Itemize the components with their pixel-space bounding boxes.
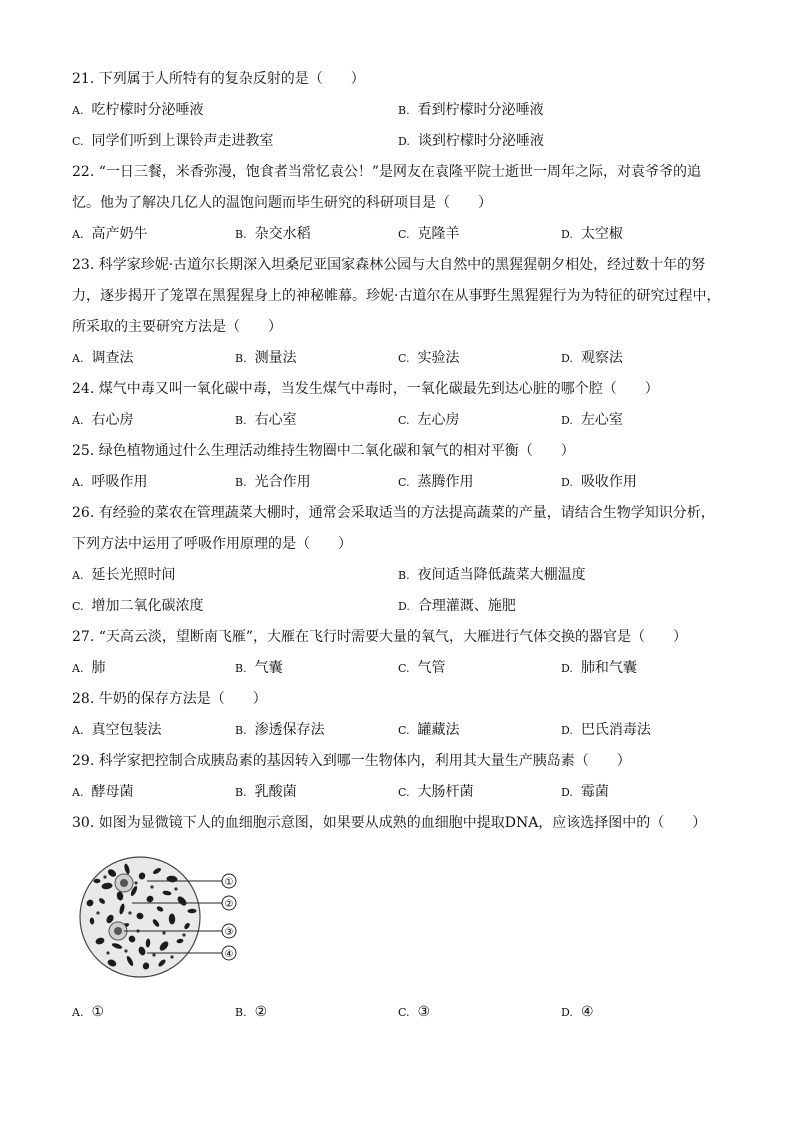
option-list [72, 405, 724, 436]
option-c[interactable] [398, 997, 561, 1028]
option-letter: A. [72, 352, 84, 365]
option-letter: B. [235, 414, 247, 427]
platelet [134, 881, 137, 884]
platelet [106, 951, 109, 954]
option-list [72, 653, 724, 684]
option-a[interactable] [72, 219, 235, 250]
option-text: 同学们听到上课铃声走进教室 [91, 133, 274, 149]
option-c[interactable] [398, 405, 561, 436]
option-text: ② [254, 1004, 268, 1020]
platelet [170, 955, 173, 958]
option-letter: D. [398, 135, 410, 148]
option-letter: C. [398, 414, 410, 427]
option-letter: A. [72, 476, 84, 489]
question-stem: 28. 牛奶的保存方法是（ ） [72, 691, 267, 707]
option-text: 酵母菌 [91, 784, 134, 800]
option-a[interactable] [72, 95, 398, 126]
question-stem: 25. 绿色植物通过什么生理活动维持生物圈中二氧化碳和氧气的相对平衡（ ） [72, 443, 575, 459]
option-letter: D. [561, 476, 573, 489]
option-text: 吃柠檬时分泌唾液 [91, 102, 204, 118]
option-b[interactable] [235, 405, 398, 436]
platelet [150, 885, 153, 888]
option-list [72, 343, 724, 374]
option-b[interactable] [235, 343, 398, 374]
option-letter: C. [72, 600, 84, 613]
platelet [174, 887, 177, 890]
platelet [152, 953, 155, 956]
option-text: 吸收作用 [580, 474, 637, 490]
option-text: 光合作用 [254, 474, 311, 490]
platelet [124, 949, 127, 952]
option-letter: C. [398, 724, 410, 737]
exam-page [72, 64, 724, 1028]
option-text: 调查法 [91, 350, 134, 366]
option-c[interactable] [398, 777, 561, 808]
question-22 [72, 157, 724, 250]
option-b[interactable] [235, 777, 398, 808]
option-text: 看到柠檬时分泌唾液 [417, 102, 544, 118]
option-c[interactable] [398, 653, 561, 684]
option-list [72, 997, 724, 1028]
option-list [72, 95, 724, 157]
white-blood-cell-nucleus [120, 879, 128, 887]
option-letter: A. [72, 228, 84, 241]
option-c[interactable] [398, 343, 561, 374]
option-letter: B. [235, 662, 247, 675]
option-letter: C. [398, 662, 410, 675]
option-letter: C. [398, 1006, 410, 1019]
question-stem: 26. 有经验的菜农在管理蔬菜大棚时，通常会采取适当的方法提高蔬菜的产量，请结合生物学知识分析，下列方法中运用了呼吸作用原理的是（ ） [72, 505, 715, 552]
option-d[interactable] [561, 343, 724, 374]
option-letter: D. [398, 600, 410, 613]
question-stem: 27. “天高云淡，望断南飞雁”，大雁在飞行时需要大量的氧气，大雁进行气体交换的器官是（ ） [72, 629, 688, 645]
option-letter: A. [72, 414, 84, 427]
option-c[interactable] [398, 715, 561, 746]
option-letter: B. [398, 104, 410, 117]
option-letter: A. [72, 786, 84, 799]
option-b[interactable] [398, 560, 724, 591]
option-letter: B. [235, 476, 247, 489]
option-a[interactable] [72, 560, 398, 591]
option-letter: B. [398, 569, 410, 582]
question-21 [72, 64, 724, 157]
option-letter: B. [235, 786, 247, 799]
option-text: 杂交水稻 [254, 226, 311, 242]
question-stem: 24. 煤气中毒又叫一氧化碳中毒，当发生煤气中毒时，一氧化碳最先到达心脏的哪个腔（ ） [72, 381, 659, 397]
option-b[interactable] [235, 219, 398, 250]
option-text: 呼吸作用 [91, 474, 148, 490]
option-letter: D. [561, 352, 573, 365]
option-letter: B. [235, 1006, 247, 1019]
option-text: 左心室 [580, 412, 623, 428]
question-28 [72, 684, 724, 746]
option-d[interactable] [398, 126, 724, 157]
platelet [103, 875, 106, 878]
question-stem: 30. 如图为显微镜下人的血细胞示意图，如果要从成熟的血细胞中提取DNA，应该选择图中的（ ） [72, 815, 707, 831]
question-stem: 23. 科学家珍妮·古道尔长期深入坦桑尼亚国家森林公园与大自然中的黑猩猩朝夕相处，经过数十年的努力，逐步揭开了笼罩在黑猩猩身上的神秘帷幕。珍妮·古道尔在从事野生黑猩猩行为为特征的研究过程中，所采取的主要研究方法是（ ） [72, 257, 721, 335]
question-29 [72, 746, 724, 808]
option-text: 夜间适当降低蔬菜大棚温度 [417, 567, 586, 583]
option-d[interactable] [561, 405, 724, 436]
option-text: 高产奶牛 [91, 226, 148, 242]
option-letter: C. [398, 476, 410, 489]
option-d[interactable] [561, 467, 724, 498]
white-blood-cell-nucleus [114, 927, 122, 935]
option-letter: A. [72, 569, 84, 582]
option-letter: C. [72, 135, 84, 148]
option-text: 气管 [417, 660, 446, 676]
option-text: 观察法 [580, 350, 623, 366]
question-26 [72, 498, 724, 622]
platelet [182, 933, 185, 936]
option-letter: A. [72, 1006, 84, 1019]
option-letter: A. [72, 724, 84, 737]
platelet [128, 911, 131, 914]
option-text: 谈到柠檬时分泌唾液 [417, 133, 544, 149]
option-c[interactable] [398, 219, 561, 250]
option-list [72, 467, 724, 498]
option-letter: B. [235, 228, 247, 241]
option-a[interactable] [72, 343, 235, 374]
option-letter: B. [235, 724, 247, 737]
option-d[interactable] [561, 653, 724, 684]
option-text: 右心房 [91, 412, 134, 428]
option-letter: D. [561, 662, 573, 675]
option-letter: D. [561, 1006, 573, 1019]
option-letter: A. [72, 104, 84, 117]
option-list [72, 777, 724, 808]
option-text: 合理灌溉、施肥 [417, 598, 516, 614]
option-text: 渗透保存法 [254, 722, 325, 738]
option-c[interactable] [72, 126, 398, 157]
red-blood-cell [94, 879, 101, 883]
option-letter: C. [398, 228, 410, 241]
option-a[interactable] [72, 997, 235, 1028]
option-d[interactable] [561, 997, 724, 1028]
option-text: 气囊 [254, 660, 283, 676]
option-text: ① [91, 1004, 105, 1020]
option-b[interactable] [235, 653, 398, 684]
option-letter: D. [561, 724, 573, 737]
option-letter: D. [561, 228, 573, 241]
question-stem: 22. “一日三餐，米香弥漫，饱食者当常忆袁公！”是网友在袁隆平院士逝世一周年之际，对袁爷爷的追忆。他为了解决几亿人的温饱问题而毕生研究的科研项目是（ ） [72, 164, 702, 211]
option-a[interactable] [72, 653, 235, 684]
option-text: 左心房 [417, 412, 460, 428]
option-a[interactable] [72, 467, 235, 498]
option-a[interactable] [72, 777, 235, 808]
option-list [72, 219, 724, 250]
option-d[interactable] [398, 591, 724, 622]
figure-label: ② [224, 899, 234, 910]
option-letter: D. [561, 414, 573, 427]
option-text: 测量法 [254, 350, 297, 366]
question-stem: 21. 下列属于人所特有的复杂反射的是（ ） [72, 71, 365, 87]
option-text: 右心室 [254, 412, 297, 428]
option-text: 真空包装法 [91, 722, 162, 738]
option-d[interactable] [561, 219, 724, 250]
figure-label: ① [224, 877, 234, 888]
option-list [72, 560, 724, 622]
option-d[interactable] [561, 777, 724, 808]
question-24 [72, 374, 724, 436]
platelet [162, 931, 165, 934]
question-25 [72, 436, 724, 498]
option-a[interactable] [72, 715, 235, 746]
question-27 [72, 622, 724, 684]
option-b[interactable] [235, 715, 398, 746]
option-text: ④ [580, 1004, 594, 1020]
option-text: 克隆羊 [417, 226, 460, 242]
option-text: 延长光照时间 [91, 567, 176, 583]
option-text: 肺 [91, 660, 106, 676]
option-b[interactable] [235, 997, 398, 1028]
question-30 [72, 808, 724, 1028]
option-list [72, 715, 724, 746]
figure-label: ③ [224, 927, 234, 938]
option-text: 实验法 [417, 350, 460, 366]
option-text: 肺和气囊 [580, 660, 637, 676]
option-letter: C. [398, 352, 410, 365]
option-text: 太空椒 [580, 226, 623, 242]
option-text: 罐藏法 [417, 722, 460, 738]
option-c[interactable] [72, 591, 398, 622]
option-text: 乳酸菌 [254, 784, 297, 800]
option-text: 大肠杆菌 [417, 784, 474, 800]
option-letter: D. [561, 786, 573, 799]
option-b[interactable] [398, 95, 724, 126]
figure-label: ④ [224, 949, 234, 960]
question-stem: 29. 科学家把控制合成胰岛素的基因转入到哪一生物体内，利用其大量生产胰岛素（ ） [72, 753, 631, 769]
option-text: 蒸腾作用 [417, 474, 474, 490]
option-letter: B. [235, 352, 247, 365]
option-d[interactable] [561, 715, 724, 746]
option-text: 巴氏消毒法 [580, 722, 651, 738]
option-b[interactable] [235, 467, 398, 498]
platelet [96, 911, 99, 914]
option-text: 增加二氧化碳浓度 [91, 598, 204, 614]
option-letter: A. [72, 662, 84, 675]
option-a[interactable] [72, 405, 235, 436]
option-text: ③ [417, 1004, 431, 1020]
option-text: 霉菌 [580, 784, 609, 800]
option-letter: C. [398, 786, 410, 799]
question-23 [72, 250, 724, 374]
blood-cell-figure [72, 851, 272, 991]
option-c[interactable] [398, 467, 561, 498]
